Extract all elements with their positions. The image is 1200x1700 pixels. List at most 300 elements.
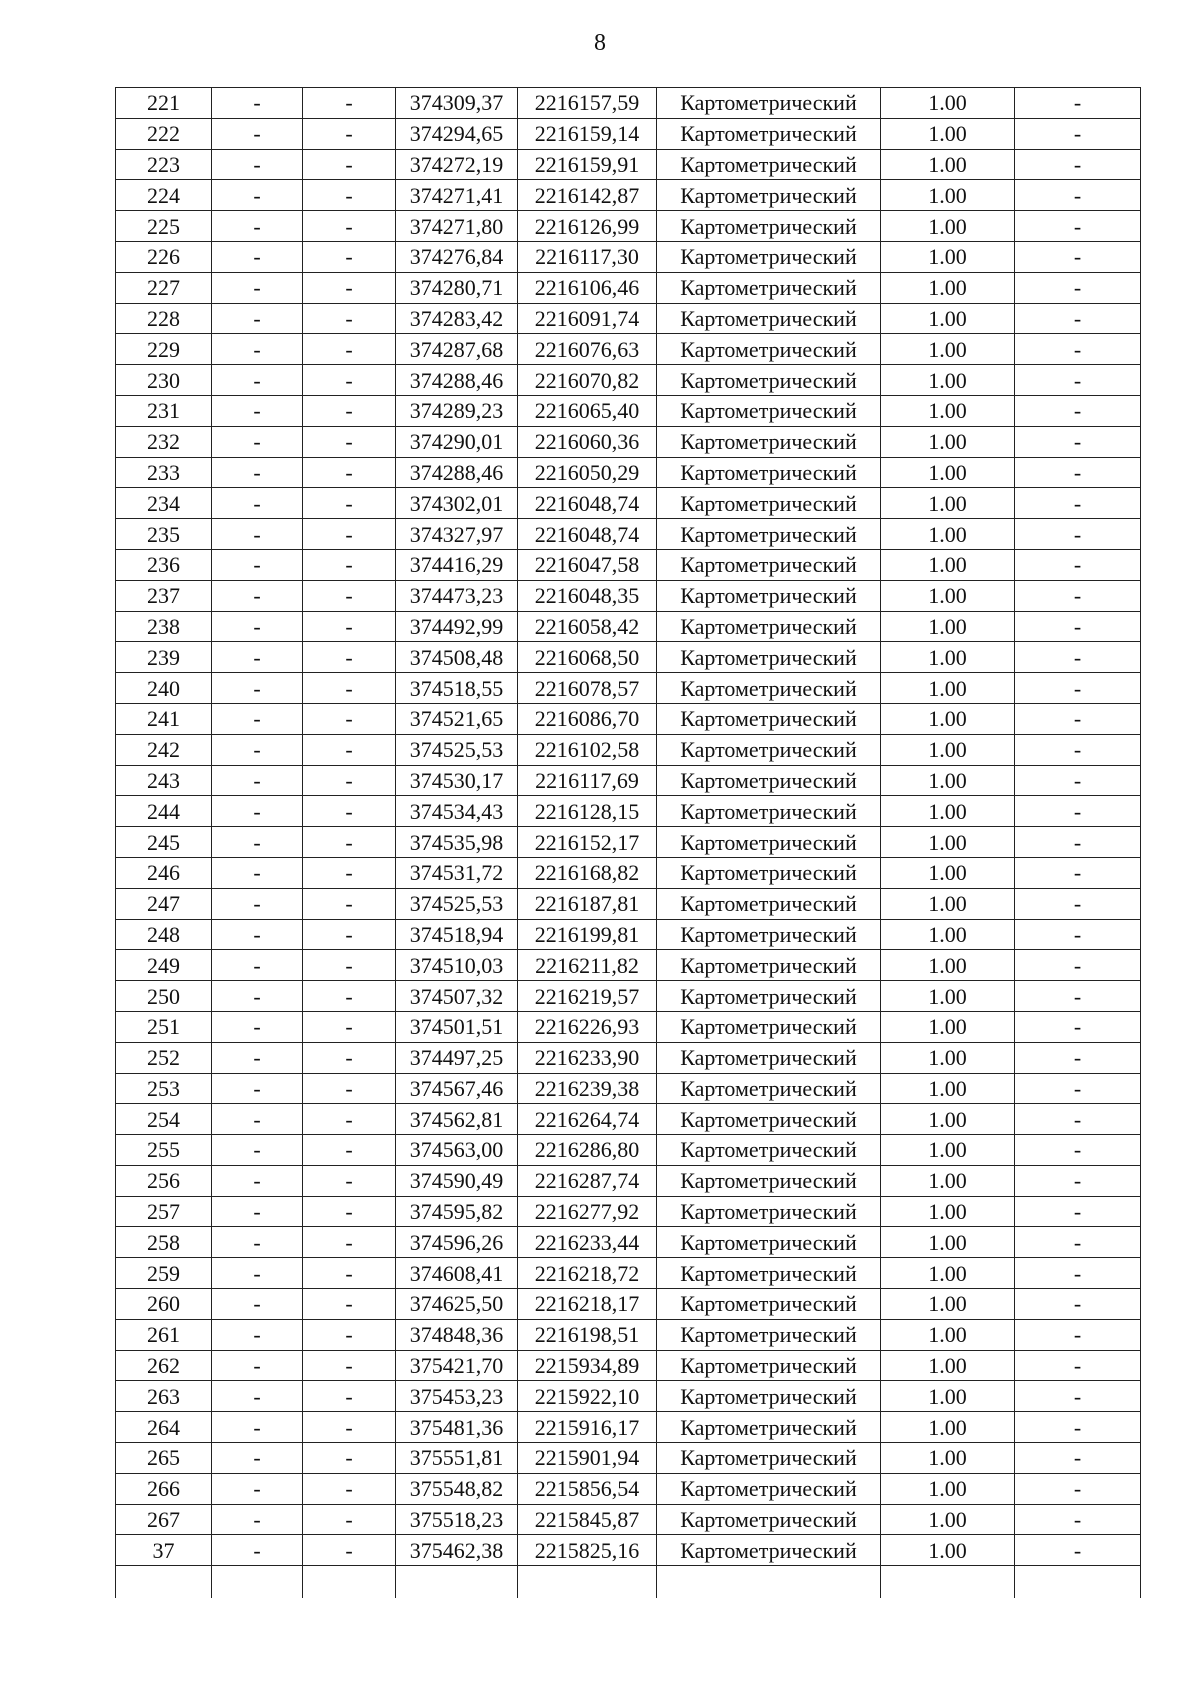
old-x-cell: -: [212, 519, 303, 550]
point-number-cell: 259: [116, 1258, 212, 1289]
y-coordinate-cell: 2215934,89: [518, 1350, 657, 1381]
description-cell: -: [1015, 703, 1141, 734]
table-row: [116, 1073, 1141, 1104]
x-coordinate-cell: 374625,50: [396, 1289, 518, 1320]
old-y-cell: -: [303, 580, 396, 611]
y-coordinate-cell: 2216142,87: [518, 180, 657, 211]
y-coordinate-cell: 2216157,59: [518, 88, 657, 119]
point-number-cell: 252: [116, 1042, 212, 1073]
table-row: [116, 488, 1141, 519]
table-row: [116, 1319, 1141, 1350]
table-row: [116, 857, 1141, 888]
point-number-cell: 229: [116, 334, 212, 365]
old-x-cell: -: [212, 765, 303, 796]
description-cell: -: [1015, 1319, 1141, 1350]
y-coordinate-cell: 2216102,58: [518, 734, 657, 765]
x-coordinate-cell: 374595,82: [396, 1196, 518, 1227]
point-number-cell: 225: [116, 211, 212, 242]
method-cell: Картометрический: [657, 1535, 881, 1566]
y-coordinate-cell: 2216287,74: [518, 1165, 657, 1196]
old-y-cell: -: [303, 457, 396, 488]
table-row: [116, 149, 1141, 180]
point-number-cell: 228: [116, 303, 212, 334]
table-row: [116, 303, 1141, 334]
description-cell: -: [1015, 1350, 1141, 1381]
point-number-cell: 235: [116, 519, 212, 550]
x-coordinate-cell: 374327,97: [396, 519, 518, 550]
old-y-cell: -: [303, 950, 396, 981]
x-coordinate-cell: 374518,55: [396, 673, 518, 704]
method-cell: Картометрический: [657, 1011, 881, 1042]
accuracy-cell: 1.00: [881, 827, 1015, 858]
table-row: [116, 919, 1141, 950]
point-number-cell: 237: [116, 580, 212, 611]
table-row: [116, 549, 1141, 580]
old-x-cell: -: [212, 1443, 303, 1474]
x-coordinate-cell: 374271,41: [396, 180, 518, 211]
accuracy-cell: 1.00: [881, 1042, 1015, 1073]
y-coordinate-cell: 2216286,80: [518, 1135, 657, 1166]
x-coordinate-cell: 375551,81: [396, 1443, 518, 1474]
y-coordinate-cell: 2216233,44: [518, 1227, 657, 1258]
x-coordinate-cell: 374294,65: [396, 118, 518, 149]
y-coordinate-cell: 2215845,87: [518, 1504, 657, 1535]
old-y-cell: -: [303, 1135, 396, 1166]
point-number-cell: 238: [116, 611, 212, 642]
y-coordinate-cell: 2216218,72: [518, 1258, 657, 1289]
old-x-cell: -: [212, 1258, 303, 1289]
x-coordinate-cell: 374497,25: [396, 1042, 518, 1073]
old-y-cell: -: [303, 796, 396, 827]
description-cell: -: [1015, 1473, 1141, 1504]
table-row: [116, 1196, 1141, 1227]
old-y-cell: -: [303, 365, 396, 396]
y-coordinate-cell: 2216199,81: [518, 919, 657, 950]
point-number-cell: 267: [116, 1504, 212, 1535]
old-y-cell: -: [303, 1073, 396, 1104]
y-coordinate-cell: 2216078,57: [518, 673, 657, 704]
old-x-cell: -: [212, 395, 303, 426]
old-y-cell: -: [303, 642, 396, 673]
table-row: [116, 334, 1141, 365]
table-row: [116, 1443, 1141, 1474]
description-cell: -: [1015, 1196, 1141, 1227]
y-coordinate-cell: 2216091,74: [518, 303, 657, 334]
method-cell: Картометрический: [657, 241, 881, 272]
old-y-cell: -: [303, 1443, 396, 1474]
method-cell: Картометрический: [657, 611, 881, 642]
method-cell: Картометрический: [657, 1227, 881, 1258]
old-x-cell: -: [212, 796, 303, 827]
point-number-cell: 244: [116, 796, 212, 827]
point-number-cell: 227: [116, 272, 212, 303]
accuracy-cell: 1.00: [881, 1227, 1015, 1258]
old-x-cell: -: [212, 888, 303, 919]
point-number-cell: 265: [116, 1443, 212, 1474]
old-y-cell: -: [303, 857, 396, 888]
method-cell: Картометрический: [657, 1350, 881, 1381]
description-cell: -: [1015, 642, 1141, 673]
y-coordinate-cell: 2216058,42: [518, 611, 657, 642]
method-cell: Картометрический: [657, 703, 881, 734]
accuracy-cell: 1.00: [881, 1412, 1015, 1443]
description-cell: -: [1015, 580, 1141, 611]
x-coordinate-cell: 375518,23: [396, 1504, 518, 1535]
old-x-cell: -: [212, 703, 303, 734]
description-cell: -: [1015, 1412, 1141, 1443]
x-coordinate-cell: 375453,23: [396, 1381, 518, 1412]
method-cell: Картометрический: [657, 1165, 881, 1196]
old-y-cell: -: [303, 1289, 396, 1320]
old-y-cell: -: [303, 1196, 396, 1227]
y-coordinate-cell: 2216076,63: [518, 334, 657, 365]
old-y-cell: -: [303, 827, 396, 858]
x-coordinate-cell: 374280,71: [396, 272, 518, 303]
point-number-cell: 266: [116, 1473, 212, 1504]
old-y-cell: -: [303, 734, 396, 765]
point-number-cell: 250: [116, 981, 212, 1012]
old-x-cell: -: [212, 1412, 303, 1443]
method-cell: Картометрический: [657, 1196, 881, 1227]
description-cell: -: [1015, 950, 1141, 981]
table-row: [116, 1350, 1141, 1381]
y-coordinate-cell: 2216159,14: [518, 118, 657, 149]
x-coordinate-cell: 374562,81: [396, 1104, 518, 1135]
x-coordinate-cell: 374534,43: [396, 796, 518, 827]
accuracy-cell: 1.00: [881, 1135, 1015, 1166]
x-coordinate-cell: 374590,49: [396, 1165, 518, 1196]
description-cell: -: [1015, 272, 1141, 303]
old-x-cell: -: [212, 1319, 303, 1350]
accuracy-cell: 1.00: [881, 457, 1015, 488]
empty-cell: [1015, 1566, 1141, 1599]
old-x-cell: -: [212, 673, 303, 704]
description-cell: -: [1015, 519, 1141, 550]
coordinates-table: [115, 87, 1141, 1598]
table-row: [116, 1104, 1141, 1135]
old-x-cell: -: [212, 857, 303, 888]
old-y-cell: -: [303, 1011, 396, 1042]
x-coordinate-cell: 374309,37: [396, 88, 518, 119]
table-row: [116, 365, 1141, 396]
point-number-cell: 253: [116, 1073, 212, 1104]
x-coordinate-cell: 374510,03: [396, 950, 518, 981]
table-row: [116, 426, 1141, 457]
method-cell: Картометрический: [657, 88, 881, 119]
table-row: [116, 211, 1141, 242]
table-row: [116, 180, 1141, 211]
old-x-cell: -: [212, 642, 303, 673]
accuracy-cell: 1.00: [881, 1473, 1015, 1504]
table-row: [116, 241, 1141, 272]
point-number-cell: 221: [116, 88, 212, 119]
old-y-cell: -: [303, 334, 396, 365]
point-number-cell: 231: [116, 395, 212, 426]
method-cell: Картометрический: [657, 395, 881, 426]
x-coordinate-cell: 374535,98: [396, 827, 518, 858]
description-cell: -: [1015, 1042, 1141, 1073]
old-x-cell: -: [212, 580, 303, 611]
table-row: [116, 1011, 1141, 1042]
empty-cell: [116, 1566, 212, 1599]
old-y-cell: -: [303, 149, 396, 180]
x-coordinate-cell: 375462,38: [396, 1535, 518, 1566]
old-x-cell: -: [212, 611, 303, 642]
accuracy-cell: 1.00: [881, 426, 1015, 457]
x-coordinate-cell: 374525,53: [396, 734, 518, 765]
y-coordinate-cell: 2216126,99: [518, 211, 657, 242]
point-number-cell: 234: [116, 488, 212, 519]
table-row: [116, 1165, 1141, 1196]
method-cell: Картометрический: [657, 1104, 881, 1135]
method-cell: Картометрический: [657, 1504, 881, 1535]
method-cell: Картометрический: [657, 365, 881, 396]
point-number-cell: 241: [116, 703, 212, 734]
description-cell: -: [1015, 426, 1141, 457]
old-y-cell: -: [303, 211, 396, 242]
method-cell: Картометрический: [657, 549, 881, 580]
description-cell: -: [1015, 549, 1141, 580]
table-row: [116, 1227, 1141, 1258]
point-number-cell: 236: [116, 549, 212, 580]
x-coordinate-cell: 375548,82: [396, 1473, 518, 1504]
description-cell: -: [1015, 981, 1141, 1012]
x-coordinate-cell: 374525,53: [396, 888, 518, 919]
table-row: [116, 796, 1141, 827]
point-number-cell: 240: [116, 673, 212, 704]
old-y-cell: -: [303, 488, 396, 519]
x-coordinate-cell: 374276,84: [396, 241, 518, 272]
old-x-cell: -: [212, 1042, 303, 1073]
old-x-cell: -: [212, 950, 303, 981]
method-cell: Картометрический: [657, 457, 881, 488]
y-coordinate-cell: 2216048,74: [518, 488, 657, 519]
old-x-cell: -: [212, 1227, 303, 1258]
old-x-cell: -: [212, 1473, 303, 1504]
x-coordinate-cell: 374521,65: [396, 703, 518, 734]
description-cell: -: [1015, 1443, 1141, 1474]
old-x-cell: -: [212, 303, 303, 334]
old-x-cell: -: [212, 1381, 303, 1412]
x-coordinate-cell: 374416,29: [396, 549, 518, 580]
accuracy-cell: 1.00: [881, 888, 1015, 919]
accuracy-cell: 1.00: [881, 919, 1015, 950]
old-y-cell: -: [303, 1258, 396, 1289]
y-coordinate-cell: 2216070,82: [518, 365, 657, 396]
description-cell: -: [1015, 303, 1141, 334]
table-row: [116, 827, 1141, 858]
description-cell: -: [1015, 211, 1141, 242]
description-cell: -: [1015, 796, 1141, 827]
y-coordinate-cell: 2215901,94: [518, 1443, 657, 1474]
accuracy-cell: 1.00: [881, 1381, 1015, 1412]
old-x-cell: -: [212, 180, 303, 211]
y-coordinate-cell: 2216117,69: [518, 765, 657, 796]
table-row: [116, 765, 1141, 796]
old-x-cell: -: [212, 149, 303, 180]
empty-cell: [396, 1566, 518, 1599]
table-row: [116, 1535, 1141, 1566]
y-coordinate-cell: 2216219,57: [518, 981, 657, 1012]
accuracy-cell: 1.00: [881, 1504, 1015, 1535]
x-coordinate-cell: 374492,99: [396, 611, 518, 642]
y-coordinate-cell: 2216277,92: [518, 1196, 657, 1227]
point-number-cell: 260: [116, 1289, 212, 1320]
method-cell: Картометрический: [657, 1473, 881, 1504]
empty-cell: [657, 1566, 881, 1599]
y-coordinate-cell: 2215825,16: [518, 1535, 657, 1566]
description-cell: -: [1015, 1258, 1141, 1289]
accuracy-cell: 1.00: [881, 703, 1015, 734]
x-coordinate-cell: 374848,36: [396, 1319, 518, 1350]
old-x-cell: -: [212, 981, 303, 1012]
accuracy-cell: 1.00: [881, 488, 1015, 519]
y-coordinate-cell: 2216218,17: [518, 1289, 657, 1320]
y-coordinate-cell: 2216152,17: [518, 827, 657, 858]
point-number-cell: 258: [116, 1227, 212, 1258]
old-y-cell: -: [303, 1350, 396, 1381]
method-cell: Картометрический: [657, 857, 881, 888]
old-x-cell: -: [212, 919, 303, 950]
table-row: [116, 1381, 1141, 1412]
old-y-cell: -: [303, 888, 396, 919]
method-cell: Картометрический: [657, 118, 881, 149]
description-cell: -: [1015, 1227, 1141, 1258]
method-cell: Картометрический: [657, 1289, 881, 1320]
y-coordinate-cell: 2216048,74: [518, 519, 657, 550]
accuracy-cell: 1.00: [881, 734, 1015, 765]
x-coordinate-cell: 374287,68: [396, 334, 518, 365]
x-coordinate-cell: 374567,46: [396, 1073, 518, 1104]
table-row: [116, 1258, 1141, 1289]
accuracy-cell: 1.00: [881, 519, 1015, 550]
method-cell: Картометрический: [657, 919, 881, 950]
point-number-cell: 239: [116, 642, 212, 673]
point-number-cell: 264: [116, 1412, 212, 1443]
old-x-cell: -: [212, 1504, 303, 1535]
old-y-cell: -: [303, 1473, 396, 1504]
y-coordinate-cell: 2216226,93: [518, 1011, 657, 1042]
old-y-cell: -: [303, 1504, 396, 1535]
method-cell: Картометрический: [657, 950, 881, 981]
method-cell: Картометрический: [657, 827, 881, 858]
old-y-cell: -: [303, 241, 396, 272]
point-number-cell: 256: [116, 1165, 212, 1196]
description-cell: -: [1015, 1535, 1141, 1566]
point-number-cell: 262: [116, 1350, 212, 1381]
y-coordinate-cell: 2216211,82: [518, 950, 657, 981]
y-coordinate-cell: 2216117,30: [518, 241, 657, 272]
y-coordinate-cell: 2216198,51: [518, 1319, 657, 1350]
y-coordinate-cell: 2216264,74: [518, 1104, 657, 1135]
method-cell: Картометрический: [657, 642, 881, 673]
method-cell: Картометрический: [657, 211, 881, 242]
x-coordinate-cell: 375421,70: [396, 1350, 518, 1381]
description-cell: -: [1015, 1165, 1141, 1196]
old-x-cell: -: [212, 1535, 303, 1566]
old-y-cell: -: [303, 88, 396, 119]
point-number-cell: 223: [116, 149, 212, 180]
method-cell: Картометрический: [657, 519, 881, 550]
table-row: [116, 272, 1141, 303]
x-coordinate-cell: 374271,80: [396, 211, 518, 242]
description-cell: -: [1015, 1135, 1141, 1166]
old-y-cell: -: [303, 1227, 396, 1258]
method-cell: Картометрический: [657, 1135, 881, 1166]
accuracy-cell: 1.00: [881, 365, 1015, 396]
accuracy-cell: 1.00: [881, 88, 1015, 119]
point-number-cell: 248: [116, 919, 212, 950]
description-cell: -: [1015, 365, 1141, 396]
accuracy-cell: 1.00: [881, 950, 1015, 981]
description-cell: -: [1015, 1289, 1141, 1320]
y-coordinate-cell: 2216086,70: [518, 703, 657, 734]
method-cell: Картометрический: [657, 1258, 881, 1289]
description-cell: -: [1015, 827, 1141, 858]
table-row: [116, 642, 1141, 673]
method-cell: Картометрический: [657, 765, 881, 796]
accuracy-cell: 1.00: [881, 334, 1015, 365]
accuracy-cell: 1.00: [881, 180, 1015, 211]
description-cell: -: [1015, 149, 1141, 180]
old-x-cell: -: [212, 241, 303, 272]
x-coordinate-cell: 374518,94: [396, 919, 518, 950]
accuracy-cell: 1.00: [881, 611, 1015, 642]
y-coordinate-cell: 2216233,90: [518, 1042, 657, 1073]
old-y-cell: -: [303, 1412, 396, 1443]
old-x-cell: -: [212, 1350, 303, 1381]
old-x-cell: -: [212, 1196, 303, 1227]
y-coordinate-cell: 2216048,35: [518, 580, 657, 611]
old-y-cell: -: [303, 549, 396, 580]
empty-cell: [212, 1566, 303, 1599]
x-coordinate-cell: 374290,01: [396, 426, 518, 457]
description-cell: -: [1015, 1504, 1141, 1535]
method-cell: Картометрический: [657, 1381, 881, 1412]
old-y-cell: -: [303, 1104, 396, 1135]
table-row-empty: [116, 1566, 1141, 1599]
old-x-cell: -: [212, 426, 303, 457]
old-y-cell: -: [303, 395, 396, 426]
description-cell: -: [1015, 1011, 1141, 1042]
y-coordinate-cell: 2216050,29: [518, 457, 657, 488]
point-number-cell: 232: [116, 426, 212, 457]
y-coordinate-cell: 2216060,36: [518, 426, 657, 457]
description-cell: -: [1015, 88, 1141, 119]
accuracy-cell: 1.00: [881, 241, 1015, 272]
old-x-cell: -: [212, 1104, 303, 1135]
accuracy-cell: 1.00: [881, 1535, 1015, 1566]
accuracy-cell: 1.00: [881, 1289, 1015, 1320]
table-row: [116, 1135, 1141, 1166]
old-y-cell: -: [303, 1535, 396, 1566]
old-x-cell: -: [212, 211, 303, 242]
point-number-cell: 255: [116, 1135, 212, 1166]
description-cell: -: [1015, 1381, 1141, 1412]
accuracy-cell: 1.00: [881, 1073, 1015, 1104]
y-coordinate-cell: 2215916,17: [518, 1412, 657, 1443]
y-coordinate-cell: 2216106,46: [518, 272, 657, 303]
x-coordinate-cell: 374596,26: [396, 1227, 518, 1258]
old-y-cell: -: [303, 981, 396, 1012]
table-row: [116, 580, 1141, 611]
method-cell: Картометрический: [657, 580, 881, 611]
accuracy-cell: 1.00: [881, 642, 1015, 673]
coordinates-table-body: [116, 88, 1141, 1599]
x-coordinate-cell: 374288,46: [396, 457, 518, 488]
accuracy-cell: 1.00: [881, 673, 1015, 704]
description-cell: -: [1015, 857, 1141, 888]
